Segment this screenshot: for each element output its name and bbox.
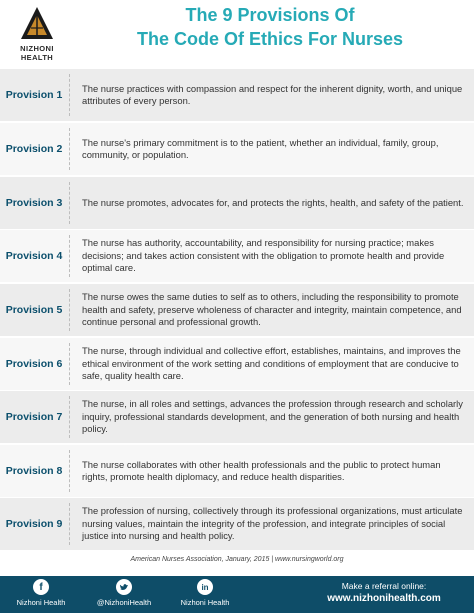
page-title-line-1: The 9 Provisions Of <box>185 5 355 25</box>
facebook-icon: f <box>33 579 49 595</box>
provision-text: The nurse promotes, advocates for, and protects the rights, health, and safety of the patient. <box>82 196 464 208</box>
provision-label: Provision 6 <box>5 358 63 370</box>
citation: American Nurses Association, January, 2015 | www.nursingworld.org <box>130 556 344 563</box>
divider <box>69 450 70 492</box>
provision-row <box>0 69 474 121</box>
logo-triangle-icon <box>20 6 54 40</box>
divider <box>69 396 70 438</box>
divider <box>69 128 70 170</box>
linkedin-label: Nizhoni Health <box>180 598 230 607</box>
provision-row <box>0 445 474 497</box>
provision-row <box>0 177 474 229</box>
page-title-line-2: The Code Of Ethics For Nurses <box>136 29 404 49</box>
divider <box>69 235 70 277</box>
provision-label: Provision 1 <box>5 89 63 101</box>
provision-label: Provision 8 <box>5 465 63 477</box>
provision-text: The nurse collaborates with other health professionals and the public to protect human rights, promote health diplomacy, and reduce health disparities. <box>82 458 441 482</box>
linkedin-icon: in <box>197 579 213 595</box>
provision-text: The nurse owes the same duties to self as to others, including the responsibility to promote health and safety, preserve wholeness of character and integrity, maintain competence, and continue personal and professional growth. <box>82 291 462 328</box>
provision-text: The nurse, through individual and collective effort, establishes, maintains, and improves the ethical environment of the work setting and conditions of employment that are conducive to safe, quality health care. <box>82 345 461 382</box>
logo <box>6 6 66 62</box>
linkedin-link[interactable] <box>170 579 240 607</box>
provision-row <box>0 284 474 336</box>
facebook-link[interactable] <box>6 579 76 607</box>
provision-text: The nurse practices with compassion and respect for the inherent dignity, worth, and unique attributes of every person. <box>82 82 463 106</box>
twitter-link[interactable] <box>89 579 159 607</box>
divider <box>69 289 70 331</box>
divider <box>69 182 70 224</box>
brand-name: NIZHONI HEALTH <box>20 44 54 62</box>
divider <box>69 74 70 116</box>
provision-label: Provision 3 <box>5 197 63 209</box>
header <box>0 0 474 60</box>
provision-label: Provision 5 <box>5 304 63 316</box>
provision-row <box>0 498 474 550</box>
referral-url-link[interactable]: www.nizhonihealth.com <box>327 593 441 604</box>
provision-text: The nurse's primary commitment is to the patient, whether an individual, family, group, community, or population. <box>82 136 439 160</box>
referral-text: Make a referral online: <box>341 581 427 591</box>
provision-label: Provision 9 <box>5 518 63 530</box>
provision-row <box>0 391 474 443</box>
provision-text: The nurse, in all roles and settings, advances the profession through research and scholarly inquiry, professional standards development, and the generation of both nursing and health policy. <box>82 398 463 435</box>
provision-label: Provision 2 <box>5 143 63 155</box>
referral <box>300 581 468 604</box>
provision-text: The nurse has authority, accountability, and responsibility for nursing practice; makes decisions; and takes action consistent with the obligation to promote health and provide optimal care. <box>82 237 445 274</box>
provision-row <box>0 230 474 282</box>
provision-label: Provision 4 <box>5 250 63 262</box>
facebook-label: Nizhoni Health <box>16 598 66 607</box>
footer <box>0 576 474 613</box>
provision-row <box>0 338 474 390</box>
provision-row <box>0 123 474 175</box>
twitter-label: @NizhoniHealth <box>96 598 152 607</box>
divider <box>69 503 70 545</box>
divider <box>69 343 70 385</box>
provision-label: Provision 7 <box>5 411 63 423</box>
twitter-icon <box>116 579 132 595</box>
provision-text: The profession of nursing, collectively through its professional organizations, must articulate nursing values, maintain the integrity of the profession, and integrate principles of social justice into nursing and health policy. <box>82 505 463 542</box>
